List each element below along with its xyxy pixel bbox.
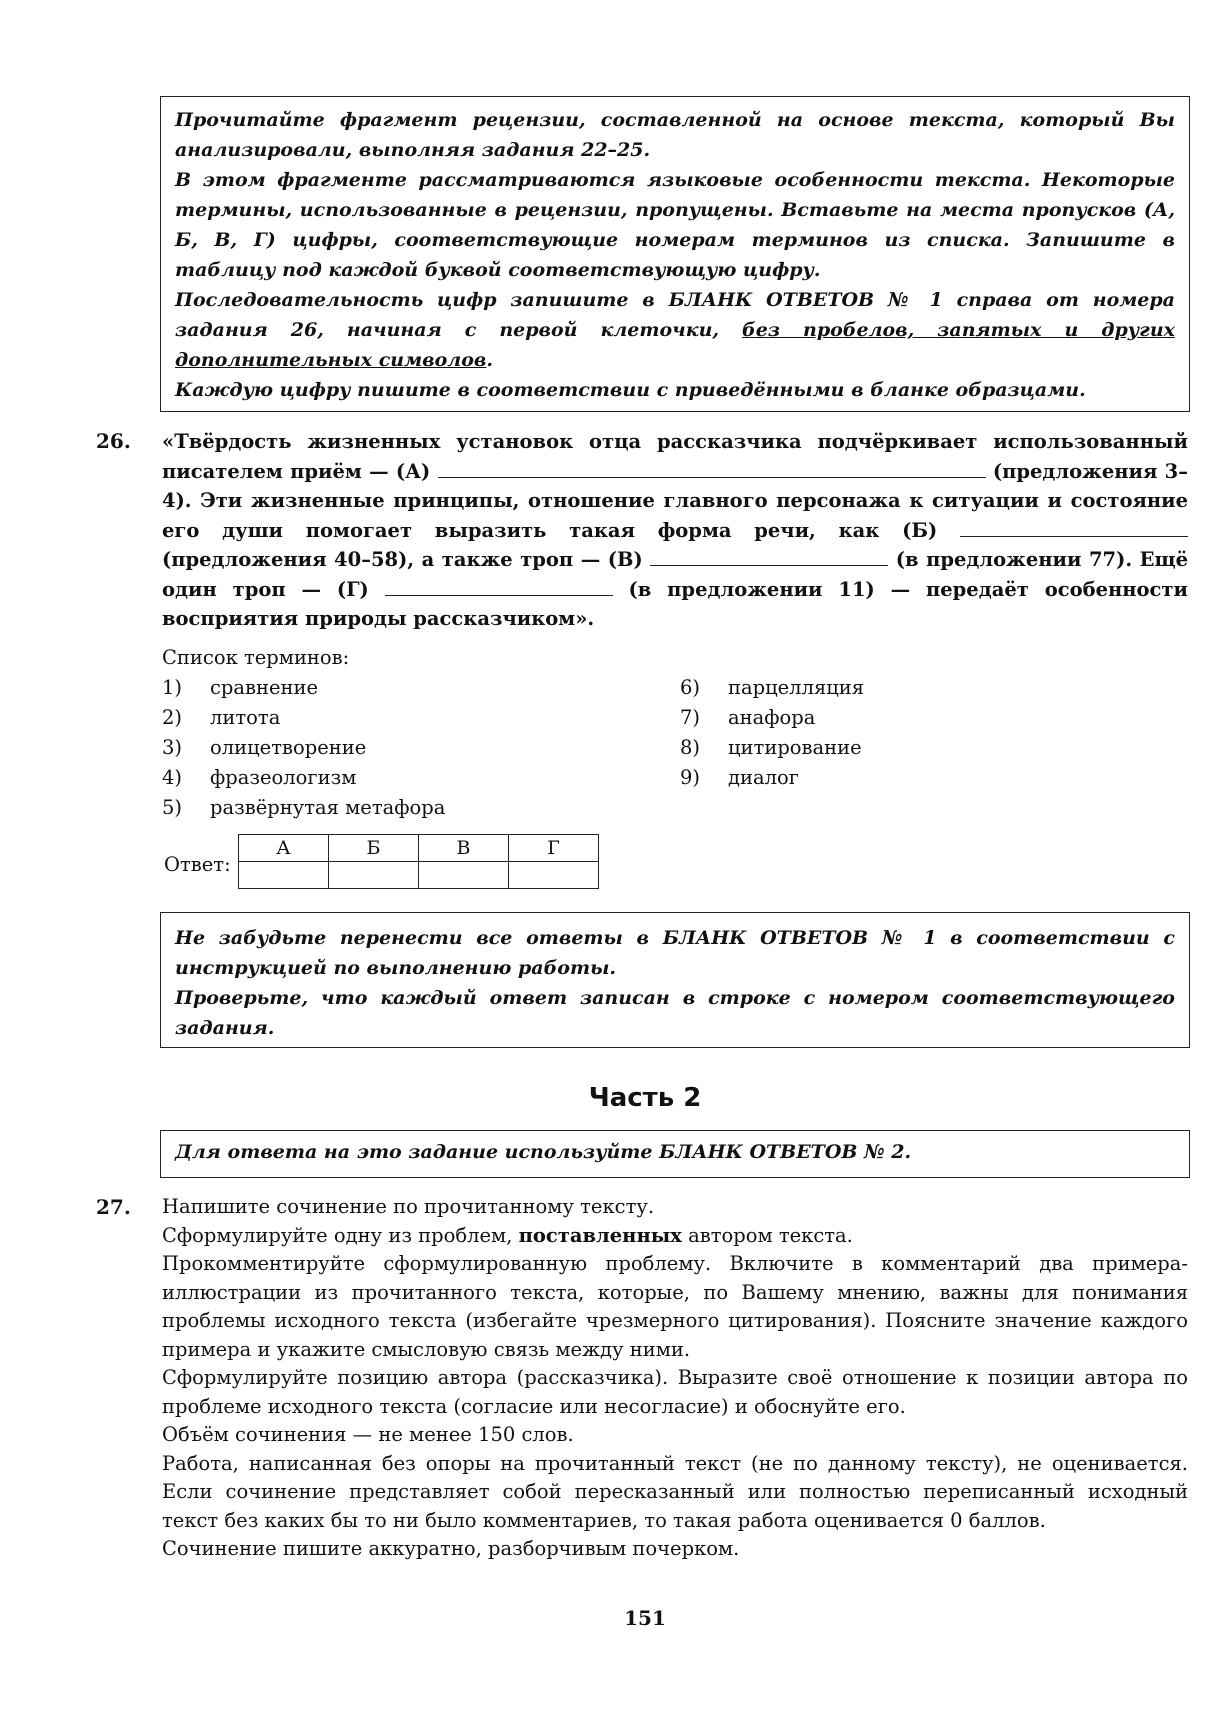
task-26-sentence: (предложения 3–4). Эти жизненные принципы, отношение главного персонажа к ситуации и состояние его души помогает выразить такая форма речи, как (Б) bbox=[162, 459, 1189, 542]
term-label: литота bbox=[210, 706, 281, 729]
blank-b bbox=[960, 518, 1188, 537]
task-27-paragraph: Объём сочинения — не менее 150 слов. bbox=[162, 1423, 574, 1446]
answer-cell-a[interactable] bbox=[239, 862, 329, 889]
reminder-box bbox=[160, 912, 1190, 1048]
term-item bbox=[162, 796, 445, 819]
task-27-paragraph bbox=[162, 1222, 1188, 1251]
instruction-paragraph: Каждую цифру пишите в соответствии с приведёнными в бланке образцами. bbox=[175, 379, 1086, 401]
instruction-underlined-text: без пробелов, запятых и других дополнительных символов bbox=[175, 319, 1175, 371]
answer-cell-g[interactable] bbox=[509, 862, 599, 889]
instruction-paragraph: В этом фрагменте рассматриваются языковые особенности текста. Некоторые термины, использованные в рецензии, пропущены. Вставьте на места пропусков (А, Б, В, Г) цифры, соответствующие номерам терминов из списка. Запишите в таблицу под каждой буквой соответствующую цифру. bbox=[175, 169, 1175, 281]
term-number: 7) bbox=[680, 706, 701, 729]
terms-list-title: Список терминов: bbox=[162, 646, 350, 669]
term-number: 8) bbox=[680, 736, 701, 759]
term-label: олицетворение bbox=[210, 736, 367, 759]
task-27-text-part: Сформулируйте одну из проблем, bbox=[162, 1223, 519, 1247]
task-26-sentence: (предложения 40–58), а также троп — (В) bbox=[162, 548, 643, 571]
task-27-paragraph: Работа, написанная без опоры на прочитанный текст (не по данному тексту), не оценивается. Если сочинение представляет собой пересказанный или полностью переписанный исходный текст без каких бы то ни было комментариев, то такая работа оценивается 0 баллов. bbox=[162, 1451, 1188, 1532]
blank-g bbox=[385, 577, 613, 596]
task-26-sentence: (в предложении 11) — передаёт особенности восприятия природы рассказчиком». bbox=[162, 577, 1188, 630]
instruction-box-top bbox=[160, 96, 1190, 412]
task-27-text bbox=[162, 1193, 1188, 1564]
task-27-bold-text: поставленных bbox=[518, 1223, 682, 1247]
term-label: развёрнутая метафора bbox=[210, 796, 446, 819]
term-number: 1) bbox=[162, 676, 183, 699]
term-item bbox=[680, 706, 815, 729]
term-number: 4) bbox=[162, 766, 183, 789]
answer-cell-v[interactable] bbox=[419, 862, 509, 889]
term-item bbox=[680, 676, 864, 699]
task-26-sentence: (в предложении 77). Ещё один троп — (Г) bbox=[162, 548, 1189, 601]
term-item bbox=[680, 766, 799, 789]
task-26-sentence: «Твёрдость жизненных установок отца рассказчика подчёркивает использованный писателем приём — (А) bbox=[162, 430, 1188, 483]
term-item bbox=[162, 676, 318, 699]
term-number: 9) bbox=[680, 766, 701, 789]
term-item bbox=[162, 766, 356, 789]
answer-header-g: Г bbox=[509, 835, 599, 862]
term-label: диалог bbox=[728, 766, 799, 789]
reminder-paragraph: Не забудьте перенести все ответы в БЛАНК ОТВЕТОВ № 1 в соответствии с инструкцией по выполнению работы. bbox=[175, 927, 1175, 979]
answer-label: Ответ: bbox=[164, 853, 231, 876]
blank-a bbox=[438, 459, 986, 478]
answer-header-b: Б bbox=[329, 835, 419, 862]
task-26-text bbox=[162, 427, 1188, 634]
instruction-text: Последовательность цифр запишите в БЛАНК ОТВЕТОВ № 1 справа от номера задания 26, начиная с первой клеточки, bbox=[175, 289, 1175, 341]
term-label: анафора bbox=[728, 706, 816, 729]
term-number: 3) bbox=[162, 736, 183, 759]
blank-v bbox=[650, 547, 888, 566]
answer-table bbox=[238, 834, 599, 889]
part-2-instruction: Для ответа на это задание используйте БЛАНК ОТВЕТОВ № 2. bbox=[175, 1141, 912, 1163]
answer-header-v: В bbox=[419, 835, 509, 862]
task-27-paragraph: Сочинение пишите аккуратно, разборчивым почерком. bbox=[162, 1537, 740, 1560]
term-item bbox=[162, 736, 366, 759]
term-number: 5) bbox=[162, 796, 183, 819]
task-number-26: 26. bbox=[96, 429, 131, 453]
task-27-paragraph: Прокомментируйте сформулированную проблему. Включите в комментарий два примера-иллюстрации из прочитанного текста, которые, по Вашему мнению, важны для понимания проблемы исходного текста (избегайте чрезмерного цитирования). Поясните значение каждого примера и укажите смысловую связь между ними. bbox=[162, 1252, 1188, 1361]
task-27-text-part: автором текста. bbox=[681, 1223, 853, 1247]
term-number: 6) bbox=[680, 676, 701, 699]
reminder-paragraph: Проверьте, что каждый ответ записан в строке с номером соответствующего задания. bbox=[175, 987, 1175, 1039]
answer-cell-b[interactable] bbox=[329, 862, 419, 889]
term-label: сравнение bbox=[210, 676, 319, 699]
task-number-27: 27. bbox=[96, 1195, 131, 1219]
part-2-heading: Часть 2 bbox=[588, 1083, 702, 1113]
term-label: фразеологизм bbox=[210, 766, 357, 789]
term-item bbox=[162, 706, 280, 729]
answer-header-a: А bbox=[239, 835, 329, 862]
task-27-paragraph: Напишите сочинение по прочитанному тексту. bbox=[162, 1195, 655, 1218]
instruction-paragraph bbox=[175, 285, 1175, 375]
task-27-paragraph: Сформулируйте позицию автора (рассказчика). Выразите своё отношение к позиции автора по проблеме исходного текста (согласие или несогласие) и обоснуйте его. bbox=[162, 1366, 1188, 1418]
term-label: парцелляция bbox=[728, 676, 865, 699]
term-number: 2) bbox=[162, 706, 183, 729]
term-item bbox=[680, 736, 862, 759]
part-2-instruction-box bbox=[160, 1130, 1190, 1178]
page-number: 151 bbox=[624, 1606, 666, 1630]
instruction-text: . bbox=[486, 349, 493, 371]
instruction-paragraph: Прочитайте фрагмент рецензии, составленной на основе текста, который Вы анализировали, выполняя задания 22–25. bbox=[175, 109, 1175, 161]
term-label: цитирование bbox=[728, 736, 862, 759]
